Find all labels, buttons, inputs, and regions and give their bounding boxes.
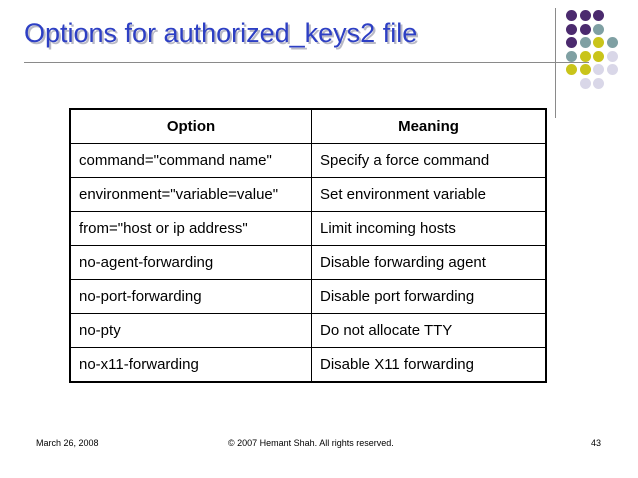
- table-row: [70, 212, 546, 246]
- option-cell: environment="variable=value": [70, 178, 312, 212]
- slide-title: Options for authorized_keys2 file: [24, 18, 418, 48]
- decorative-dot: [593, 10, 604, 21]
- decorative-dot: [607, 64, 618, 75]
- table-row: [70, 314, 546, 348]
- meaning-cell: Set environment variable: [312, 178, 547, 212]
- option-cell: no-agent-forwarding: [70, 246, 312, 280]
- table-row: [70, 280, 546, 314]
- table-row: [70, 178, 546, 212]
- decorative-dot: [566, 37, 577, 48]
- decorative-dot: [566, 10, 577, 21]
- meaning-cell: Do not allocate TTY: [312, 314, 547, 348]
- horizontal-divider: [24, 62, 589, 63]
- decorative-dot: [607, 37, 618, 48]
- footer-copyright: © 2007 Hemant Shah. All rights reserved.: [228, 438, 394, 448]
- option-cell: command="command name": [70, 144, 312, 178]
- option-cell: no-pty: [70, 314, 312, 348]
- decorative-dot: [566, 51, 577, 62]
- option-cell: from="host or ip address": [70, 212, 312, 246]
- decorative-dot: [580, 64, 591, 75]
- decorative-dot: [593, 64, 604, 75]
- options-table: [69, 108, 547, 383]
- meaning-cell: Disable forwarding agent: [312, 246, 547, 280]
- decorative-dot: [580, 37, 591, 48]
- decorative-dot: [607, 51, 618, 62]
- vertical-divider: [555, 8, 556, 118]
- decorative-dot: [580, 78, 591, 89]
- table-row: [70, 348, 546, 383]
- footer-date: March 26, 2008: [36, 438, 99, 448]
- decorative-dot: [580, 24, 591, 35]
- meaning-cell: Disable X11 forwarding: [312, 348, 547, 383]
- decorative-dot: [580, 51, 591, 62]
- decorative-dot: [593, 24, 604, 35]
- table-row: [70, 246, 546, 280]
- decorative-dot: [580, 10, 591, 21]
- option-cell: no-port-forwarding: [70, 280, 312, 314]
- table-row: [70, 144, 546, 178]
- decorative-dot: [566, 64, 577, 75]
- decorative-dot: [593, 51, 604, 62]
- footer-page-number: 43: [591, 438, 602, 448]
- meaning-cell: Disable port forwarding: [312, 280, 547, 314]
- option-cell: no-x11-forwarding: [70, 348, 312, 383]
- meaning-cell: Specify a force command: [312, 144, 547, 178]
- table-header-row: [70, 109, 546, 144]
- decorative-dot: [593, 37, 604, 48]
- header-option: Option: [70, 109, 312, 144]
- meaning-cell: Limit incoming hosts: [312, 212, 547, 246]
- header-meaning: Meaning: [312, 109, 547, 144]
- decorative-dot: [593, 78, 604, 89]
- decorative-dot: [566, 24, 577, 35]
